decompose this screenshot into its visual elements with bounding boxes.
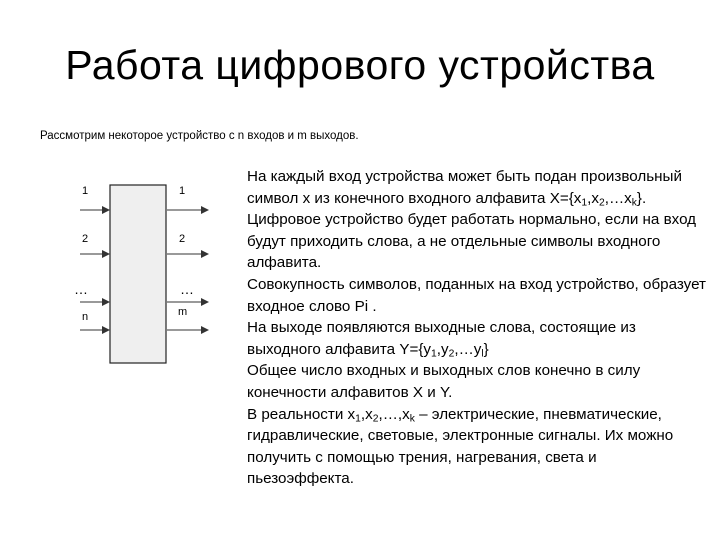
- paragraph: На выходе появляются выходные слова, состоящие из выходного алфавита $Y=\{y_1,y_2,\dots y_l\}$: [247, 319, 636, 360]
- paragraph: В реальности $x_1,x_2,\dots,x_k$ – электрические, пневматические, гидравлические, световые, электронные сигналы. Их можно получить с помощью трения, нагревания, света и пьезоэффекта.: [247, 405, 674, 488]
- output-label: …: [180, 281, 194, 297]
- paragraph: Общее число входных и выходных слов конечно в силу конечности алфавитов X и Y.: [247, 362, 641, 401]
- paragraph: Цифровое устройство будет работать нормально, если на вход будут приходить слова, а не отдельные символы входного алфавита.: [247, 211, 697, 272]
- output-label: 2: [179, 233, 186, 245]
- paragraph: На каждый вход устройства может быть подан произвольный символ x из конечного входного алфавита $X=\{x_1,x_2,\dots x_k\}$.: [247, 168, 682, 209]
- paragraph: Совокупность символов, поданных на вход устройство, образует входное слово Pi .: [247, 275, 706, 315]
- input-label: n: [82, 311, 89, 323]
- device-diagram: [60, 170, 220, 380]
- input-label: …: [74, 281, 88, 297]
- output-label: m: [178, 306, 188, 318]
- output-label: 1: [179, 185, 186, 197]
- input-label: 2: [82, 233, 89, 245]
- body-text: [247, 166, 707, 490]
- input-label: 1: [82, 185, 89, 197]
- slide-title: Работа цифрового устройства: [65, 42, 655, 88]
- device-box: [110, 185, 166, 363]
- slide-subtitle: Рассмотрим некоторое устройство с n входов и m выходов.: [40, 130, 359, 142]
